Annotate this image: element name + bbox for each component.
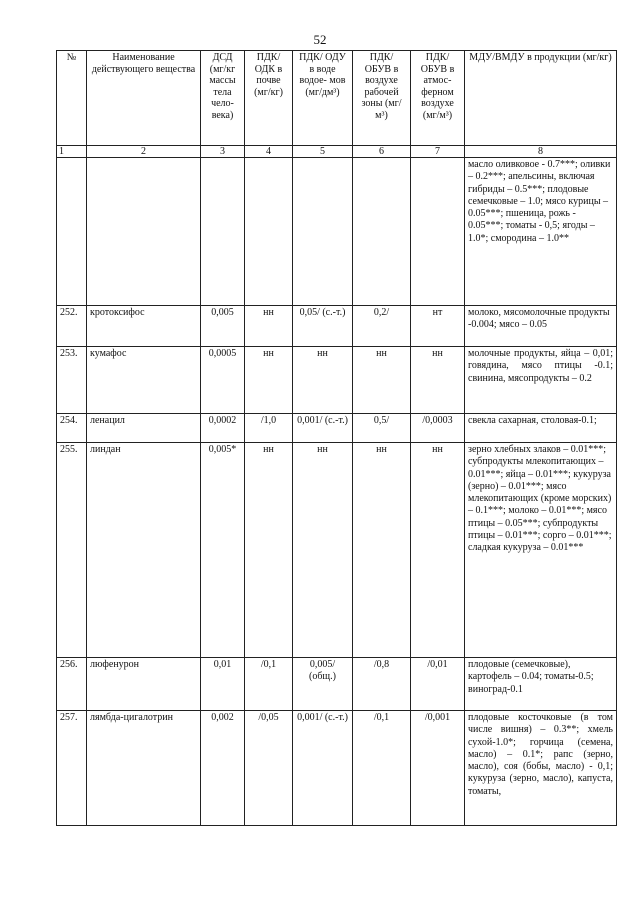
header-cell: Наименование действующего вещества bbox=[87, 51, 201, 146]
column-number: 2 bbox=[87, 146, 201, 158]
soil-value: нн bbox=[245, 347, 293, 414]
substance-name bbox=[87, 158, 201, 306]
column-number-row bbox=[57, 146, 617, 158]
soil-value bbox=[245, 158, 293, 306]
row-number: 255. bbox=[57, 443, 87, 658]
table-row bbox=[57, 347, 617, 414]
work-air-value: /0,8 bbox=[353, 658, 411, 711]
substance-name: лямбда-цигалотрин bbox=[87, 711, 201, 826]
header-row bbox=[57, 51, 617, 146]
soil-value: /0,05 bbox=[245, 711, 293, 826]
water-value: 0,005/ (общ.) bbox=[293, 658, 353, 711]
header-cell: № bbox=[57, 51, 87, 146]
header-cell: ПДК/ ОДУ в воде водое- мов (мг/дм³) bbox=[293, 51, 353, 146]
row-number: 256. bbox=[57, 658, 87, 711]
column-number: 1 bbox=[57, 146, 87, 158]
column-number: 3 bbox=[201, 146, 245, 158]
table-row bbox=[57, 658, 617, 711]
row-number: 257. bbox=[57, 711, 87, 826]
mdu-value: свекла сахарная, столовая-0.1; bbox=[465, 414, 617, 443]
row-number bbox=[57, 158, 87, 306]
table-row bbox=[57, 443, 617, 658]
atm-air-value: нн bbox=[411, 443, 465, 658]
work-air-value: /0,1 bbox=[353, 711, 411, 826]
table-row bbox=[57, 414, 617, 443]
column-number: 6 bbox=[353, 146, 411, 158]
work-air-value bbox=[353, 158, 411, 306]
header-cell: ПДК/ ОДК в почве (мг/кг) bbox=[245, 51, 293, 146]
dsd-value bbox=[201, 158, 245, 306]
table-row bbox=[57, 158, 617, 306]
row-number: 252. bbox=[57, 306, 87, 347]
soil-value: /0,1 bbox=[245, 658, 293, 711]
water-value: нн bbox=[293, 443, 353, 658]
work-air-value: 0,5/ bbox=[353, 414, 411, 443]
atm-air-value: нт bbox=[411, 306, 465, 347]
column-number: 7 bbox=[411, 146, 465, 158]
column-number: 8 bbox=[465, 146, 617, 158]
water-value: нн bbox=[293, 347, 353, 414]
atm-air-value: нн bbox=[411, 347, 465, 414]
mdu-value: масло оливковое - 0.7***; оливки – 0.2***; апельсины, включая гибриды – 0.5***; плодовые семечковые – 1.0; мясо курицы – 0.05***; пшеница, рожь - 0.05***; томаты - 0,5; ягоды – 1.0*; смородина – 1.0** bbox=[465, 158, 617, 306]
mdu-value: плодовые косточковые (в том числе вишня) – 0.3**; хмель сухой-1.0*; горчица (семена, масло) – 0.1*; рапс (зерно, масло), соя (бобы, масло) - 0,1; кукуруза (зерно, масло), капуста, томаты, bbox=[465, 711, 617, 826]
header-cell: ПДК/ ОБУВ в воздухе рабочей зоны (мг/м³) bbox=[353, 51, 411, 146]
pesticide-standards-table bbox=[56, 50, 617, 826]
dsd-value: 0,0005 bbox=[201, 347, 245, 414]
header-cell: ДСД (мг/кг массы тела чело- века) bbox=[201, 51, 245, 146]
dsd-value: 0,002 bbox=[201, 711, 245, 826]
work-air-value: нн bbox=[353, 347, 411, 414]
work-air-value: нн bbox=[353, 443, 411, 658]
substance-name: люфенурон bbox=[87, 658, 201, 711]
column-number: 5 bbox=[293, 146, 353, 158]
atm-air-value: /0,0003 bbox=[411, 414, 465, 443]
column-number: 4 bbox=[245, 146, 293, 158]
soil-value: нн bbox=[245, 306, 293, 347]
page-number: 52 bbox=[313, 32, 327, 47]
substance-name: линдан bbox=[87, 443, 201, 658]
substance-name: кротоксифос bbox=[87, 306, 201, 347]
header-cell: МДУ/ВМДУ в продукции (мг/кг) bbox=[465, 51, 617, 146]
dsd-value: 0,0002 bbox=[201, 414, 245, 443]
water-value bbox=[293, 158, 353, 306]
mdu-value: молочные продукты, яйца – 0,01; говядина, мясо птицы -0.1; свинина, мясопродукты – 0.2 bbox=[465, 347, 617, 414]
row-number: 253. bbox=[57, 347, 87, 414]
header-cell: ПДК/ ОБУВ в атмос- ферном воздухе (мг/м³) bbox=[411, 51, 465, 146]
mdu-value: молоко, мясомолочные продукты -0.004; мясо – 0.05 bbox=[465, 306, 617, 347]
soil-value: нн bbox=[245, 443, 293, 658]
substance-name: ленацил bbox=[87, 414, 201, 443]
dsd-value: 0,005* bbox=[201, 443, 245, 658]
atm-air-value: /0,01 bbox=[411, 658, 465, 711]
water-value: 0,001/ (с.-т.) bbox=[293, 414, 353, 443]
soil-value: /1,0 bbox=[245, 414, 293, 443]
atm-air-value bbox=[411, 158, 465, 306]
dsd-value: 0,01 bbox=[201, 658, 245, 711]
row-number: 254. bbox=[57, 414, 87, 443]
atm-air-value: /0,001 bbox=[411, 711, 465, 826]
mdu-value: зерно хлебных злаков – 0.01***; субпродукты млекопитающих – 0.01***; яйца – 0.01***; кукуруза (зерно) – 0.01***; мясо млекопитающих (кроме морских) – 0.1***; молоко – 0.01***; мясо птицы – 0.05***; субпродукты птицы – 0.01***; сорго – 0.01***; сладкая кукуруза – 0.01*** bbox=[465, 443, 617, 658]
dsd-value: 0,005 bbox=[201, 306, 245, 347]
table-row bbox=[57, 306, 617, 347]
table-row bbox=[57, 711, 617, 826]
substance-name: кумафос bbox=[87, 347, 201, 414]
mdu-value: плодовые (семечковые), картофель – 0.04; томаты-0.5; виноград-0.1 bbox=[465, 658, 617, 711]
water-value: 0,05/ (с.-т.) bbox=[293, 306, 353, 347]
water-value: 0,001/ (с.-т.) bbox=[293, 711, 353, 826]
work-air-value: 0,2/ bbox=[353, 306, 411, 347]
